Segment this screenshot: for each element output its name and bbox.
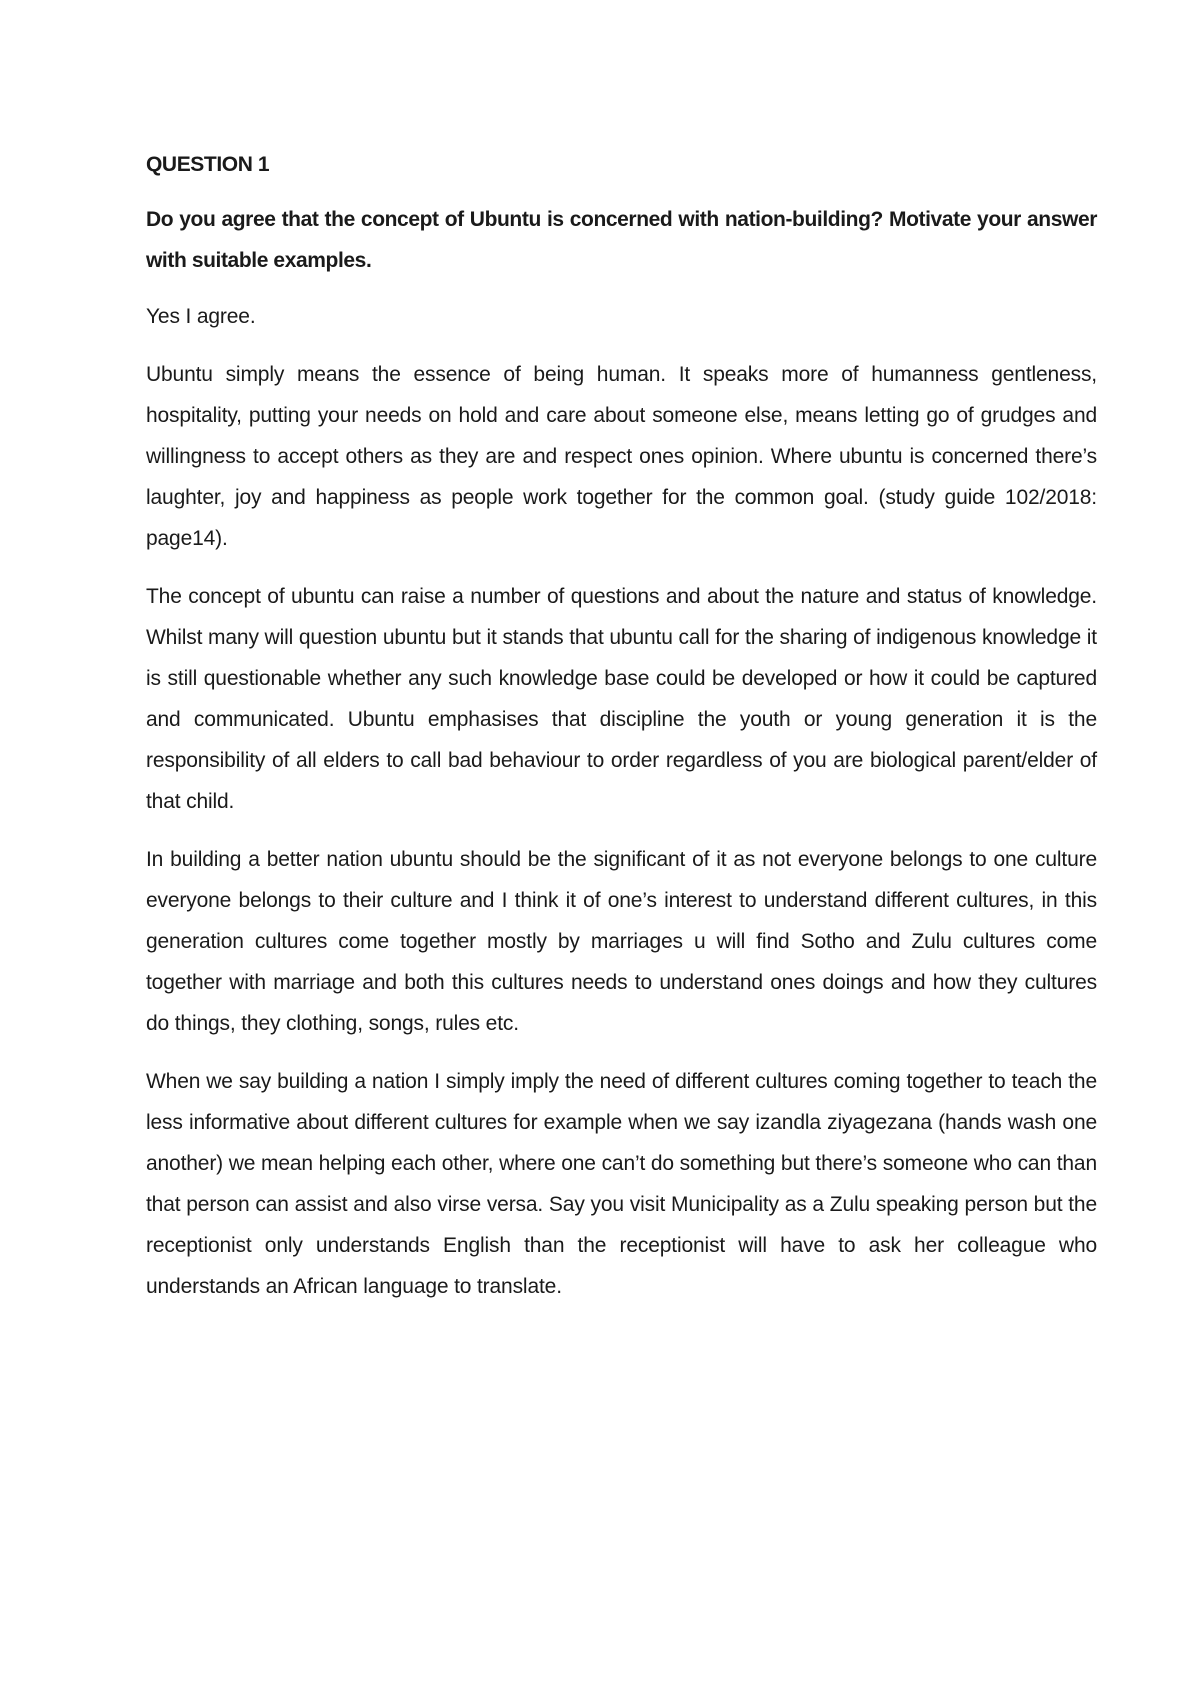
question-heading: QUESTION 1 <box>146 153 270 176</box>
document-body <box>146 144 1097 1324</box>
answer-paragraph-knowledge: The concept of ubuntu can raise a number of questions and about the nature and status of knowledge. Whilst many will question ubuntu but it stands that ubuntu call for the sharing of indigenous knowledge it is still questionable whether any such knowledge base could be developed or how it could be captured and communicated. Ubuntu emphasises that discipline the youth or young generation it is the responsibility of all elders to call bad behaviour to order regardless of you are biological parent/elder of that child. <box>146 585 1097 813</box>
question-prompt: Do you agree that the concept of Ubuntu is concerned with nation-building? Motivate your answer with suitable examples. <box>146 208 1097 272</box>
answer-paragraph-example: When we say building a nation I simply imply the need of different cultures coming together to teach the less informative about different cultures for example when we say izandla ziyagezana (hands wash one another) we mean helping each other, where one can’t do something but there’s someone who can than that person can assist and also virse versa. Say you visit Municipality as a Zulu speaking person but the receptionist only understands English than the receptionist will have to ask her colleague who understands an African language to translate. <box>146 1070 1097 1298</box>
answer-paragraph-cultures: In building a better nation ubuntu should be the significant of it as not everyone belongs to one culture everyone belongs to their culture and I think it of one’s interest to understand different cultures, in this generation cultures come together mostly by marriages u will find Sotho and Zulu cultures come together with marriage and both this cultures needs to understand ones doings and how they cultures do things, they clothing, songs, rules etc. <box>146 848 1097 1035</box>
answer-paragraph-agree: Yes I agree. <box>146 305 256 328</box>
answer-paragraph-definition: Ubuntu simply means the essence of being human. It speaks more of humanness gentleness, hospitality, putting your needs on hold and care about someone else, means letting go of grudges and willingness to accept others as they are and respect ones opinion. Where ubuntu is concerned there’s laughter, joy and happiness as people work together for the common goal. (study guide 102/2018: page14). <box>146 363 1097 550</box>
